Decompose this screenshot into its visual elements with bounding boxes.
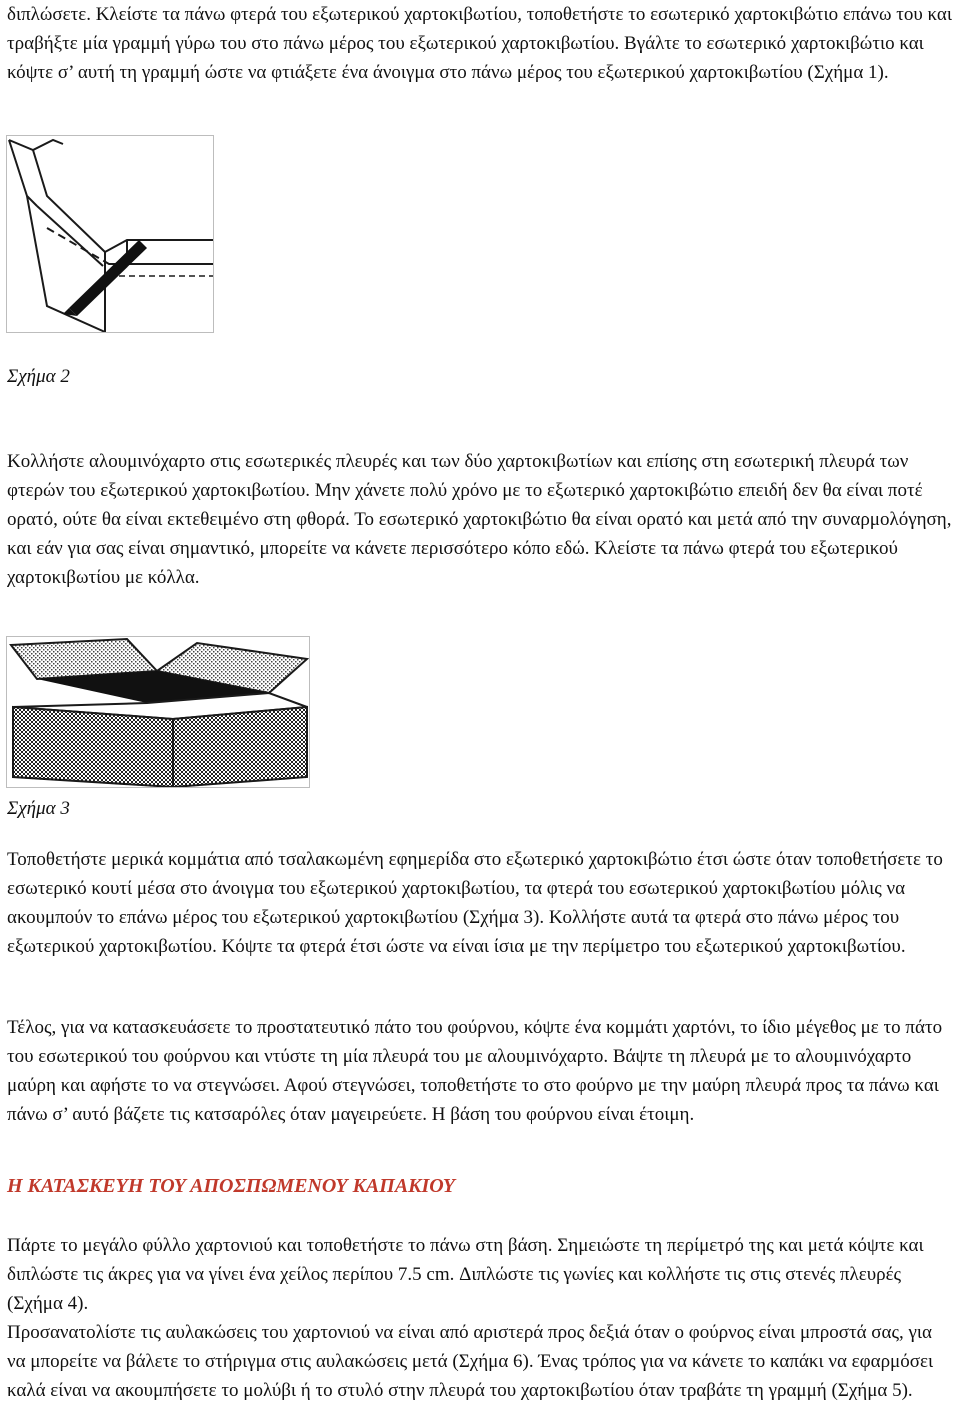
box-cut-illustration (7, 136, 213, 332)
section-heading-lid: Η ΚΑΤΑΣΚΕΥΗ ΤΟΥ ΑΠΟΣΠΩΜΕΝΟΥ ΚΑΠΑΚΙΟΥ (7, 1175, 455, 1197)
paragraph-oven-bottom: Τέλος, για να κατασκευάσετε το προστατευτικό πάτο του φούρνου, κόψτε ένα κομμάτι χαρτόνι, το ίδιο μέγεθος με το πάτο του εσωτερικού του φούρνου και ντύστε τη μία πλευρά του με αλουμινόχαρτο. Βάψτε τη πλευρά με το αλουμινόχαρτο μαύρη και αφήστε το να στεγνώσει. Αφού στεγνώσει, τοποθετήστε το στο φούρνο με την μαύρη πλευρά προς τα πάνω και πάνω σ’ αυτό βάζετε τις κατσαρόλες όταν μαγειρεύετε. Η βάση του φούρνου είναι έτοιμη. (7, 1017, 943, 1125)
figure-3-caption: Σχήμα 3 (7, 798, 70, 819)
figure-3-image (6, 636, 310, 788)
paragraph-corrugation: Προσανατολίστε τις αυλακώσεις του χαρτονιού να είναι από αριστερά προς δεξιά όταν ο φούρνος είναι μπροστά σας, για να μπορείτε να βάλετε το στήριγμα στις αυλακώσεις μετά (Σχήμα 6). Ένας τρόπος για να κάνετε το καπάκι να εφαρμόσει καλά είναι να ακουμπήσετε το μολύβι ή το στυλό στην πλευρά του χαρτοκιβωτίου όταν τραβάτε τη γραμμή (Σχήμα 5). (7, 1322, 934, 1401)
figure-2-image (6, 135, 214, 333)
figure-2-caption: Σχήμα 2 (7, 366, 70, 387)
paragraph-newspaper: Τοποθετήστε μερικά κομμάτια από τσαλακωμένη εφημερίδα στο εξωτερικό χαρτοκιβώτιο έτσι ώστε όταν τοποθετήσετε το εσωτερικό κουτί μέσα στο άνοιγμα του εξωτερικού χαρτοκιβωτίου, τα φτερά του εσωτερικού χαρτοκιβωτίου μόλις να ακουμπούν το επάνω μέρος του εξωτερικού χαρτοκιβωτίου (Σχήμα 3). Κολλήστε αυτά τα φτερά στο πάνω μέρος του εξωτερικού χαρτοκιβωτίου. Κόψτε τα φτερά έτσι ώστε να είναι ίσια με την περίμετρο του εξωτερικού χαρτοκιβωτίου. (7, 849, 943, 957)
paragraph-foil: Κολλήστε αλουμινόχαρτο στις εσωτερικές πλευρές και των δύο χαρτοκιβωτίων και επίσης στη εσωτερική πλευρά των φτερών του εξωτερικού χαρτοκιβωτίου. Μην χάνετε πολύ χρόνο με το εξωτερικό χαρτοκιβώτιο επειδή δεν θα είναι ποτέ ορατό, ούτε θα είναι εκτεθειμένο στη φθορά. Το εσωτερικό χαρτοκιβώτιο θα είναι ορατό και μετά από την συναρμολόγηση, και εάν για σας είναι σημαντικό, μπορείτε να κάνετε περισσότερο κόπο εδώ. Κλείστε τα πάνω φτερά του εξωτερικού χαρτοκιβωτίου με κόλλα. (7, 451, 952, 588)
open-box-illustration (7, 637, 309, 787)
paragraph-lid-cardboard: Πάρτε το μεγάλο φύλλο χαρτονιού και τοποθετήστε το πάνω στη βάση. Σημειώστε τη περίμετρό της και μετά κόψτε και διπλώστε τις άκρες για να γίνει ένα χείλος περίπου 7.5 cm. Διπλώστε τις γωνίες και κολλήστε τις στις στενές πλευρές (Σχήμα 4). (7, 1235, 924, 1314)
paragraph-intro: διπλώσετε. Κλείστε τα πάνω φτερά του εξωτερικού χαρτοκιβωτίου, τοποθετήστε το εσωτερικό χαρτοκιβώτιο επάνω του και τραβήξτε μία γραμμή γύρω του στο πάνω μέρος του εξωτερικού χαρτοκιβωτίου. Βγάλτε το εσωτερικό χαρτοκιβώτιο και κόψτε σ’ αυτή τη γραμμή ώστε να φτιάξετε ένα άνοιγμα στο πάνω μέρος του εξωτερικού χαρτοκιβωτίου (Σχήμα 1). (7, 4, 952, 83)
